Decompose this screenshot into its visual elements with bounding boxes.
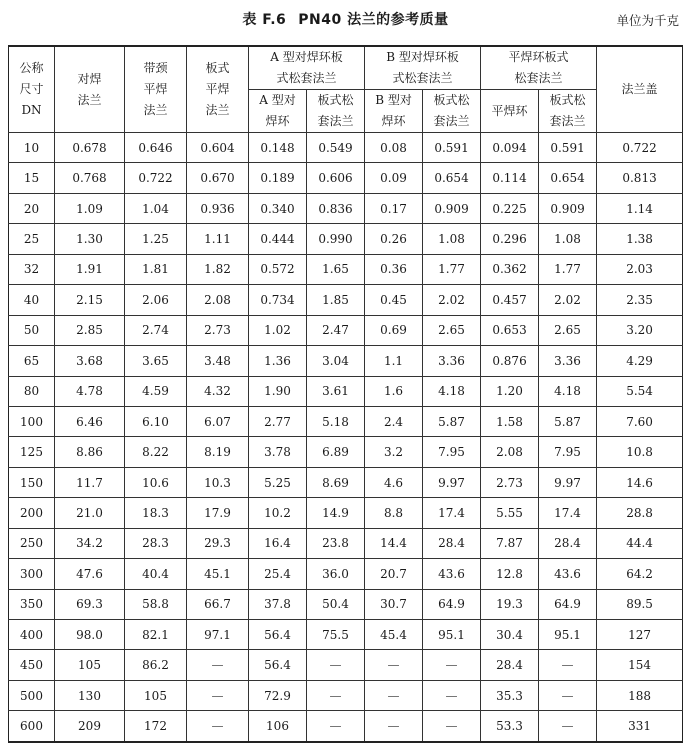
- mass-cell: 0.45: [365, 285, 423, 315]
- mass-cell: 2.77: [249, 406, 307, 436]
- table-row: [9, 406, 683, 436]
- mass-cell: 95.1: [539, 620, 597, 650]
- mass-cell: 6.07: [187, 406, 249, 436]
- mass-cell: 45.4: [365, 620, 423, 650]
- table-row: [9, 224, 683, 254]
- mass-cell: 17.4: [539, 498, 597, 528]
- mass-cell: 0.549: [307, 133, 365, 163]
- mass-cell: 1.6: [365, 376, 423, 406]
- mass-cell: 3.36: [423, 346, 481, 376]
- header-group-b: B 型对焊环板 式松套法兰: [365, 46, 481, 90]
- mass-cell: 3.48: [187, 346, 249, 376]
- mass-cell: 105: [55, 650, 125, 680]
- dn-cell: 450: [9, 650, 55, 680]
- dn-cell: 20: [9, 193, 55, 223]
- mass-cell: 1.90: [249, 376, 307, 406]
- dn-cell: 32: [9, 254, 55, 284]
- mass-cell: 0.734: [249, 285, 307, 315]
- mass-cell: 53.3: [481, 711, 539, 742]
- mass-cell: 8.8: [365, 498, 423, 528]
- mass-cell: 34.2: [55, 528, 125, 558]
- mass-cell: 0.572: [249, 254, 307, 284]
- mass-cell: 69.3: [55, 589, 125, 619]
- mass-cell: 2.02: [539, 285, 597, 315]
- mass-cell: —: [539, 650, 597, 680]
- table-row: [9, 285, 683, 315]
- mass-cell: 64.9: [423, 589, 481, 619]
- header-group-flat: 平焊环板式 松套法兰: [481, 46, 597, 90]
- mass-cell: 0.876: [481, 346, 539, 376]
- mass-cell: 0.189: [249, 163, 307, 193]
- mass-cell: 0.654: [539, 163, 597, 193]
- dn-cell: 300: [9, 559, 55, 589]
- mass-cell: 43.6: [423, 559, 481, 589]
- mass-cell: 127: [597, 620, 683, 650]
- header-a-plate: 板式松 套法兰: [307, 90, 365, 133]
- mass-cell: 9.97: [539, 467, 597, 497]
- mass-cell: 82.1: [125, 620, 187, 650]
- mass-cell: 0.678: [55, 133, 125, 163]
- mass-cell: 0.148: [249, 133, 307, 163]
- mass-cell: 98.0: [55, 620, 125, 650]
- table-row: [9, 467, 683, 497]
- header-plate-slip-on: 板式 平焊 法兰: [187, 46, 249, 133]
- mass-cell: 0.604: [187, 133, 249, 163]
- mass-cell: 331: [597, 711, 683, 742]
- mass-cell: 10.8: [597, 437, 683, 467]
- mass-cell: 0.591: [423, 133, 481, 163]
- mass-cell: 64.9: [539, 589, 597, 619]
- table-row: [9, 163, 683, 193]
- flange-mass-table: [8, 45, 683, 743]
- mass-cell: 2.74: [125, 315, 187, 345]
- mass-cell: 188: [597, 680, 683, 710]
- mass-cell: 3.65: [125, 346, 187, 376]
- mass-cell: —: [423, 711, 481, 742]
- mass-cell: —: [187, 650, 249, 680]
- header-blind: 法兰盖: [597, 46, 683, 133]
- mass-cell: 1.77: [423, 254, 481, 284]
- header-b-ring: B 型对 焊环: [365, 90, 423, 133]
- table-title: [0, 9, 691, 29]
- mass-cell: —: [307, 650, 365, 680]
- mass-cell: 0.768: [55, 163, 125, 193]
- mass-cell: 12.8: [481, 559, 539, 589]
- mass-cell: 4.29: [597, 346, 683, 376]
- mass-cell: —: [187, 711, 249, 742]
- mass-cell: 5.54: [597, 376, 683, 406]
- mass-cell: 7.87: [481, 528, 539, 558]
- mass-cell: 1.04: [125, 193, 187, 223]
- dn-cell: 500: [9, 680, 55, 710]
- mass-cell: 0.654: [423, 163, 481, 193]
- mass-cell: 10.2: [249, 498, 307, 528]
- mass-cell: 9.97: [423, 467, 481, 497]
- mass-cell: 30.7: [365, 589, 423, 619]
- mass-cell: 95.1: [423, 620, 481, 650]
- mass-cell: 5.87: [539, 406, 597, 436]
- dn-cell: 250: [9, 528, 55, 558]
- mass-cell: —: [365, 650, 423, 680]
- mass-cell: 8.22: [125, 437, 187, 467]
- dn-cell: 25: [9, 224, 55, 254]
- title-row: [0, 0, 691, 38]
- dn-cell: 50: [9, 315, 55, 345]
- mass-cell: 1.81: [125, 254, 187, 284]
- mass-cell: 1.58: [481, 406, 539, 436]
- unit-note: 单位为千克: [616, 13, 679, 28]
- header-flat-ring: 平焊环: [481, 90, 539, 133]
- dn-cell: 10: [9, 133, 55, 163]
- mass-cell: 0.722: [597, 133, 683, 163]
- mass-cell: 5.87: [423, 406, 481, 436]
- mass-cell: 1.85: [307, 285, 365, 315]
- mass-cell: 2.08: [481, 437, 539, 467]
- mass-cell: 6.10: [125, 406, 187, 436]
- mass-cell: 36.0: [307, 559, 365, 589]
- mass-cell: 1.1: [365, 346, 423, 376]
- mass-cell: 0.094: [481, 133, 539, 163]
- dn-cell: 100: [9, 406, 55, 436]
- mass-cell: 2.73: [187, 315, 249, 345]
- mass-cell: —: [365, 680, 423, 710]
- table-row: [9, 559, 683, 589]
- mass-cell: 0.990: [307, 224, 365, 254]
- mass-cell: 2.65: [423, 315, 481, 345]
- mass-cell: 89.5: [597, 589, 683, 619]
- mass-cell: 0.08: [365, 133, 423, 163]
- mass-cell: 6.89: [307, 437, 365, 467]
- mass-cell: 28.4: [481, 650, 539, 680]
- mass-cell: 3.61: [307, 376, 365, 406]
- mass-cell: 2.35: [597, 285, 683, 315]
- dn-cell: 40: [9, 285, 55, 315]
- mass-cell: 1.08: [423, 224, 481, 254]
- mass-cell: 1.11: [187, 224, 249, 254]
- mass-cell: 4.78: [55, 376, 125, 406]
- mass-cell: 0.646: [125, 133, 187, 163]
- mass-cell: 0.36: [365, 254, 423, 284]
- mass-cell: 1.02: [249, 315, 307, 345]
- mass-cell: 28.4: [539, 528, 597, 558]
- mass-cell: —: [187, 680, 249, 710]
- mass-cell: 56.4: [249, 650, 307, 680]
- table-row: [9, 376, 683, 406]
- mass-cell: 1.30: [55, 224, 125, 254]
- table-row: [9, 589, 683, 619]
- mass-cell: 66.7: [187, 589, 249, 619]
- mass-cell: 28.8: [597, 498, 683, 528]
- mass-cell: 0.606: [307, 163, 365, 193]
- dn-cell: 600: [9, 711, 55, 742]
- mass-cell: —: [423, 680, 481, 710]
- mass-cell: 0.362: [481, 254, 539, 284]
- dn-cell: 400: [9, 620, 55, 650]
- mass-cell: 3.78: [249, 437, 307, 467]
- mass-cell: 2.47: [307, 315, 365, 345]
- mass-cell: 0.836: [307, 193, 365, 223]
- header-b-plate: 板式松 套法兰: [423, 90, 481, 133]
- mass-cell: 17.9: [187, 498, 249, 528]
- table-row: [9, 498, 683, 528]
- mass-cell: 1.38: [597, 224, 683, 254]
- table-row: [9, 711, 683, 742]
- mass-cell: 7.95: [423, 437, 481, 467]
- mass-cell: 0.936: [187, 193, 249, 223]
- dn-cell: 15: [9, 163, 55, 193]
- mass-cell: 37.8: [249, 589, 307, 619]
- mass-cell: 7.95: [539, 437, 597, 467]
- mass-cell: 1.82: [187, 254, 249, 284]
- mass-cell: 75.5: [307, 620, 365, 650]
- mass-cell: 0.296: [481, 224, 539, 254]
- dn-cell: 80: [9, 376, 55, 406]
- mass-cell: 5.18: [307, 406, 365, 436]
- table-body: [9, 133, 683, 742]
- mass-cell: 16.4: [249, 528, 307, 558]
- mass-cell: 72.9: [249, 680, 307, 710]
- mass-cell: 30.4: [481, 620, 539, 650]
- mass-cell: 8.69: [307, 467, 365, 497]
- mass-cell: 4.6: [365, 467, 423, 497]
- mass-cell: 4.18: [423, 376, 481, 406]
- table-row: [9, 437, 683, 467]
- table-number: 表 F.6: [242, 12, 287, 28]
- mass-cell: 14.6: [597, 467, 683, 497]
- mass-cell: 2.4: [365, 406, 423, 436]
- header-flat-plate: 板式松 套法兰: [539, 90, 597, 133]
- mass-cell: 3.68: [55, 346, 125, 376]
- mass-cell: 18.3: [125, 498, 187, 528]
- mass-cell: 28.4: [423, 528, 481, 558]
- mass-cell: 1.77: [539, 254, 597, 284]
- mass-cell: 11.7: [55, 467, 125, 497]
- mass-cell: 0.09: [365, 163, 423, 193]
- mass-cell: 21.0: [55, 498, 125, 528]
- mass-cell: 45.1: [187, 559, 249, 589]
- mass-cell: 0.69: [365, 315, 423, 345]
- table-row: [9, 346, 683, 376]
- mass-cell: 10.3: [187, 467, 249, 497]
- header-a-ring: A 型对 焊环: [249, 90, 307, 133]
- mass-cell: 2.02: [423, 285, 481, 315]
- table-row: [9, 650, 683, 680]
- mass-cell: 0.909: [539, 193, 597, 223]
- mass-cell: 5.25: [249, 467, 307, 497]
- mass-cell: 4.18: [539, 376, 597, 406]
- mass-cell: 209: [55, 711, 125, 742]
- mass-cell: 20.7: [365, 559, 423, 589]
- mass-cell: 3.36: [539, 346, 597, 376]
- mass-cell: 105: [125, 680, 187, 710]
- dn-cell: 200: [9, 498, 55, 528]
- mass-cell: 64.2: [597, 559, 683, 589]
- mass-cell: —: [423, 650, 481, 680]
- mass-cell: 2.85: [55, 315, 125, 345]
- table-row: [9, 315, 683, 345]
- mass-cell: 47.6: [55, 559, 125, 589]
- mass-cell: 10.6: [125, 467, 187, 497]
- mass-cell: 0.813: [597, 163, 683, 193]
- mass-cell: 0.225: [481, 193, 539, 223]
- mass-cell: 106: [249, 711, 307, 742]
- mass-cell: 58.8: [125, 589, 187, 619]
- mass-cell: 97.1: [187, 620, 249, 650]
- mass-cell: 35.3: [481, 680, 539, 710]
- mass-cell: 3.20: [597, 315, 683, 345]
- mass-cell: 86.2: [125, 650, 187, 680]
- mass-cell: 17.4: [423, 498, 481, 528]
- mass-cell: 2.03: [597, 254, 683, 284]
- mass-cell: 2.06: [125, 285, 187, 315]
- mass-cell: 40.4: [125, 559, 187, 589]
- mass-cell: 8.86: [55, 437, 125, 467]
- mass-cell: 29.3: [187, 528, 249, 558]
- mass-cell: 2.73: [481, 467, 539, 497]
- mass-cell: 0.457: [481, 285, 539, 315]
- table-row: [9, 193, 683, 223]
- table-row: [9, 133, 683, 163]
- mass-cell: 2.15: [55, 285, 125, 315]
- mass-cell: 154: [597, 650, 683, 680]
- mass-cell: 44.4: [597, 528, 683, 558]
- table-header: [9, 46, 683, 133]
- mass-cell: —: [539, 711, 597, 742]
- mass-cell: 56.4: [249, 620, 307, 650]
- mass-cell: 0.591: [539, 133, 597, 163]
- mass-cell: 43.6: [539, 559, 597, 589]
- mass-cell: 1.20: [481, 376, 539, 406]
- dn-cell: 150: [9, 467, 55, 497]
- mass-cell: 0.909: [423, 193, 481, 223]
- mass-cell: 0.340: [249, 193, 307, 223]
- mass-cell: 7.60: [597, 406, 683, 436]
- mass-cell: 3.04: [307, 346, 365, 376]
- mass-cell: 1.65: [307, 254, 365, 284]
- mass-cell: 19.3: [481, 589, 539, 619]
- mass-cell: 172: [125, 711, 187, 742]
- mass-cell: 1.25: [125, 224, 187, 254]
- table-row: [9, 620, 683, 650]
- mass-cell: —: [365, 711, 423, 742]
- mass-cell: —: [539, 680, 597, 710]
- mass-cell: 25.4: [249, 559, 307, 589]
- mass-cell: 14.9: [307, 498, 365, 528]
- mass-cell: 8.19: [187, 437, 249, 467]
- mass-cell: 2.65: [539, 315, 597, 345]
- mass-cell: 0.444: [249, 224, 307, 254]
- mass-cell: 4.59: [125, 376, 187, 406]
- dn-cell: 350: [9, 589, 55, 619]
- table-row: [9, 680, 683, 710]
- mass-cell: 1.36: [249, 346, 307, 376]
- mass-cell: 0.722: [125, 163, 187, 193]
- mass-cell: 14.4: [365, 528, 423, 558]
- table-row: [9, 528, 683, 558]
- mass-cell: 1.91: [55, 254, 125, 284]
- mass-cell: 0.653: [481, 315, 539, 345]
- mass-cell: 1.09: [55, 193, 125, 223]
- mass-cell: 28.3: [125, 528, 187, 558]
- mass-cell: 0.17: [365, 193, 423, 223]
- header-dn: 公称 尺寸 DN: [9, 46, 55, 133]
- mass-cell: 50.4: [307, 589, 365, 619]
- mass-cell: 2.08: [187, 285, 249, 315]
- mass-cell: 1.14: [597, 193, 683, 223]
- table-caption: PN40 法兰的参考质量: [298, 12, 449, 28]
- mass-cell: 0.26: [365, 224, 423, 254]
- mass-cell: —: [307, 680, 365, 710]
- table-row: [9, 254, 683, 284]
- mass-cell: —: [307, 711, 365, 742]
- header-group-a: A 型对焊环板 式松套法兰: [249, 46, 365, 90]
- dn-cell: 125: [9, 437, 55, 467]
- mass-cell: 4.32: [187, 376, 249, 406]
- header-weld-neck: 对焊 法兰: [55, 46, 125, 133]
- mass-cell: 1.08: [539, 224, 597, 254]
- mass-cell: 0.670: [187, 163, 249, 193]
- mass-cell: 23.8: [307, 528, 365, 558]
- mass-cell: 6.46: [55, 406, 125, 436]
- mass-cell: 5.55: [481, 498, 539, 528]
- dn-cell: 65: [9, 346, 55, 376]
- mass-cell: 0.114: [481, 163, 539, 193]
- mass-cell: 3.2: [365, 437, 423, 467]
- mass-cell: 130: [55, 680, 125, 710]
- header-hubbed-slip-on: 带颈 平焊 法兰: [125, 46, 187, 133]
